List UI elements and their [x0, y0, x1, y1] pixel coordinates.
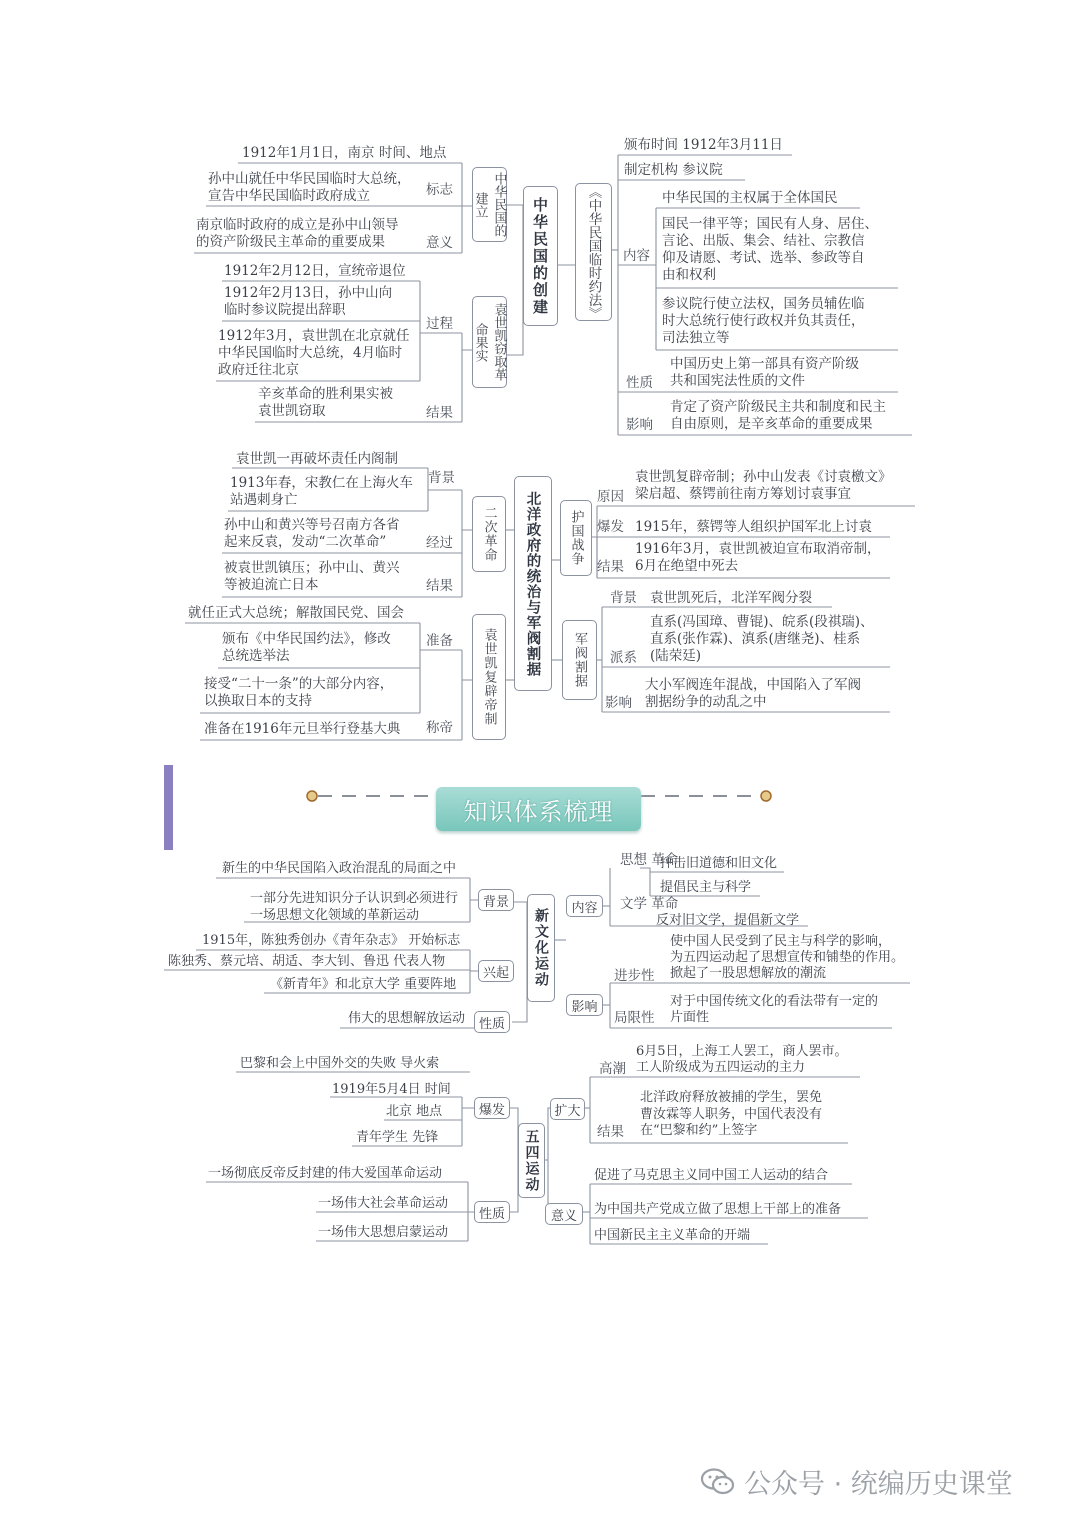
tag-preparation: 准备	[426, 633, 453, 649]
fact-marxism-workers: 促进了马克思主义同中国工人运动的结合	[594, 1168, 829, 1183]
tag-progressiveness: 进步性	[614, 968, 655, 984]
tag-thought-revolution: 思想 革命	[620, 852, 679, 868]
branch-yuan-usurps: 袁世凯窃取革命果实	[472, 296, 507, 388]
fact-promulgation-date: 颁布时间 1912年3月11日	[624, 137, 783, 153]
branch-roc-establishment: 中华民国的建立	[472, 167, 507, 242]
wechat-icon	[700, 1467, 736, 1497]
fact-patriotic-movement: 一场彻底反帝反封建的伟大爱国革命运动	[208, 1166, 443, 1181]
fact-mf-date: 1919年5月4日 时间	[332, 1082, 451, 1097]
section-banner	[436, 787, 641, 831]
fact-sovereignty: 中华民国的主权属于全体国民	[662, 190, 838, 206]
fact-democracy-science: 提倡民主与科学	[660, 880, 752, 895]
fact-suppressed-exile: 被袁世凯镇压；孙中山、黄兴 等被迫流亡日本	[224, 560, 400, 593]
tag-course: 经过	[426, 535, 453, 551]
fact-founding-date: 1912年1月1日，南京 时间、地点	[242, 145, 447, 161]
tag-result-4: 结果	[597, 1124, 624, 1140]
fact-attack-old-morality: 抨击旧道德和旧文化	[660, 856, 778, 871]
fact-enlightenment: 一场伟大思想启蒙运动	[318, 1225, 449, 1240]
fact-drafting-body: 制定机构 参议院	[624, 162, 723, 178]
branch-mf-expansion: 扩大	[550, 1098, 585, 1120]
fact-significance: 南京临时政府的成立是孙中山领导 的资产阶级民主革命的重要成果	[196, 217, 399, 250]
fact-separation-powers: 参议院行使立法权，国务员辅佐临 时大总统行使行政权并负其责任， 司法独立等	[662, 296, 865, 346]
branch-mf-nature: 性质	[474, 1201, 510, 1223]
fact-june-fifth-strike: 6月5日，上海工人罢工，商人罢市。 工人阶级成为五四运动的主力	[636, 1044, 848, 1075]
tag-content: 内容	[623, 248, 650, 264]
center-node-may-fourth: 五四运动	[518, 1123, 545, 1198]
tag-symbol: 标志	[426, 182, 453, 198]
tag-climax: 高潮	[599, 1061, 626, 1077]
tag-result: 结果	[426, 405, 453, 421]
tag-process: 过程	[426, 316, 453, 332]
fact-political-chaos: 新生的中华民国陷入政治混乱的局面之中	[222, 861, 457, 876]
tag-background: 背景	[428, 470, 455, 486]
tag-limitation: 局限性	[614, 1010, 655, 1026]
fact-representatives: 陈独秀、蔡元培、胡适、李大钊、鲁迅 代表人物	[168, 954, 446, 969]
fact-paris-failure: 巴黎和会上中国外交的失败 导火索	[240, 1056, 440, 1071]
fact-war-result: 1916年3月，袁世凯被迫宣布取消帝制， 6月在绝望中死去	[635, 541, 881, 574]
fact-ccp-preparation: 为中国共产党成立做了思想上干部上的准备	[594, 1202, 842, 1217]
tag-background-2: 背景	[610, 590, 637, 606]
fact-sun-resigns: 1912年2月13日，孙中山向 临时参议院提出辞职	[224, 285, 393, 318]
fact-cabinet-sabotage: 袁世凯一再破坏责任内阁制	[236, 451, 398, 467]
fact-youth-magazine: 1915年，陈独秀创办《青年杂志》 开始标志	[202, 933, 461, 948]
center-node-new-culture: 新文化运动	[527, 894, 555, 1002]
fact-sun-inauguration: 孙中山就任中华民国临时大总统， 宣告中华民国临时政府成立	[208, 171, 411, 204]
branch-second-revolution: 二次革命	[472, 496, 506, 572]
branch-provisional-constitution: 《中华民国临时约法》	[575, 183, 612, 321]
branch-mf-significance: 意义	[545, 1203, 583, 1225]
fact-new-democratic-start: 中国新民主主义革命的开端	[594, 1228, 751, 1243]
fact-new-literature: 反对旧文学，提倡新文学	[656, 913, 800, 928]
fact-mf-result: 北洋政府释放被捕的学生，罢免 曹汝霖等人职务，中国代表没有 在“巴黎和约”上签字	[640, 1090, 823, 1138]
tag-literary-revolution: 文学 革命	[620, 896, 679, 912]
branch-warlord-division: 军阀割据	[562, 620, 597, 700]
fact-liberation-movement: 伟大的思想解放运动	[348, 1011, 466, 1026]
fact-warlord-impact: 大小军阀连年混战，中国陷入了军阀 割据纷争的动乱之中	[645, 677, 861, 710]
tag-nature: 性质	[626, 375, 653, 391]
center-node-founding-roc: 中华民国的创建	[523, 186, 558, 326]
fact-key-positions: 《新青年》和北京大学 重要阵地	[270, 977, 457, 992]
fact-impact-republic: 肯定了资产阶级民主共和制度和民主 自由原则，是辛亥革命的重要成果	[670, 399, 886, 432]
fact-second-revolution: 孙中山和黄兴等号召南方各省 起来反袁，发动“二次革命”	[224, 517, 400, 550]
fact-war-cause: 袁世凯复辟帝制；孙中山发表《讨袁檄文》 梁启超、蔡锷前往南方筹划讨袁事宜	[635, 469, 892, 502]
tag-result-3: 结果	[597, 559, 624, 575]
fact-progressive-impact: 使中国人民受到了民主与科学的影响， 为五四运动起了思想宣传和铺垫的作用。 掀起了一股思想解放的潮流	[670, 934, 905, 981]
fact-nature-first-constitution: 中国历史上第一部具有资产阶级 共和国宪法性质的文件	[670, 356, 859, 389]
tag-result-2: 结果	[426, 578, 453, 594]
fact-new-constitution: 颁布《中华民国约法》，修改 总统选举法	[222, 631, 391, 664]
tag-factions: 派系	[610, 650, 637, 666]
center-node-beiyang: 北洋政府的统治与军阀割据	[514, 476, 552, 691]
tag-impact: 影响	[626, 417, 653, 433]
branch-yuan-restoration: 袁世凯复辟帝制	[472, 614, 506, 740]
fact-song-assassinated: 1913年春，宋教仁在上海火车 站遇刺身亡	[230, 475, 413, 508]
fact-twenty-one-demands: 接受“二十一条”的大部分内容， 以换取日本的支持	[204, 676, 394, 709]
tag-significance: 意义	[426, 235, 453, 251]
tag-cause: 原因	[597, 489, 624, 505]
watermark-text: 公众号 · 统编历史课堂	[744, 1469, 1013, 1500]
fact-formal-president: 就任正式大总统；解散国民党、国会	[188, 605, 404, 621]
fact-war-outbreak: 1915年，蔡锷等人组织护国军北上讨袁	[635, 519, 872, 535]
branch-mf-outbreak: 爆发	[474, 1097, 510, 1119]
fact-warlord-factions: 直系(冯国璋、曹锟)、皖系(段祺瑞)、 直系(张作霖)、滇系(唐继尧)、桂系 (陆荣廷)	[650, 614, 874, 664]
branch-nc-nature: 性质	[474, 1011, 510, 1033]
branch-nc-background: 背景	[478, 889, 514, 911]
tag-impact-2: 影响	[605, 695, 632, 711]
tag-outbreak: 爆发	[597, 519, 624, 535]
fact-mf-vanguard: 青年学生 先锋	[356, 1130, 439, 1145]
branch-nc-impact: 影响	[566, 994, 603, 1016]
banner-title: 知识体系梳理	[463, 797, 614, 826]
fact-limitation: 对于中国传统文化的看法带有一定的 片面性	[670, 994, 879, 1025]
branch-national-protection-war: 护国战争	[560, 500, 592, 576]
branch-nc-rise: 兴起	[478, 960, 514, 982]
fact-fruits-stolen: 辛亥革命的胜利果实被 袁世凯窃取	[258, 386, 393, 419]
fact-yuan-inauguration: 1912年3月，袁世凯在北京就任 中华民国临时大总统，4月临时 政府迁往北京	[218, 328, 410, 378]
tag-proclaim-emperor: 称帝	[426, 720, 453, 736]
fact-mf-place: 北京 地点	[386, 1104, 443, 1119]
branch-nc-content: 内容	[566, 895, 603, 917]
fact-social-revolution: 一场伟大社会革命运动	[318, 1196, 449, 1211]
fact-equality-rights: 国民一律平等；国民有人身、居住、 言论、出版、集会、结社、宗教信 仰及请愿、考试、选举、参政等自 由和权利	[662, 216, 878, 283]
fact-beiyang-split: 袁世凯死后，北洋军阀分裂	[650, 590, 812, 606]
fact-intellectual-awakening: 一部分先进知识分子认识到必须进行 一场思想文化领域的革新运动	[250, 891, 459, 923]
fact-enthronement-plan: 准备在1916年元旦举行登基大典	[204, 721, 401, 737]
fact-emperor-abdicates: 1912年2月12日，宣统帝退位	[224, 263, 406, 279]
watermark	[700, 1462, 1013, 1501]
